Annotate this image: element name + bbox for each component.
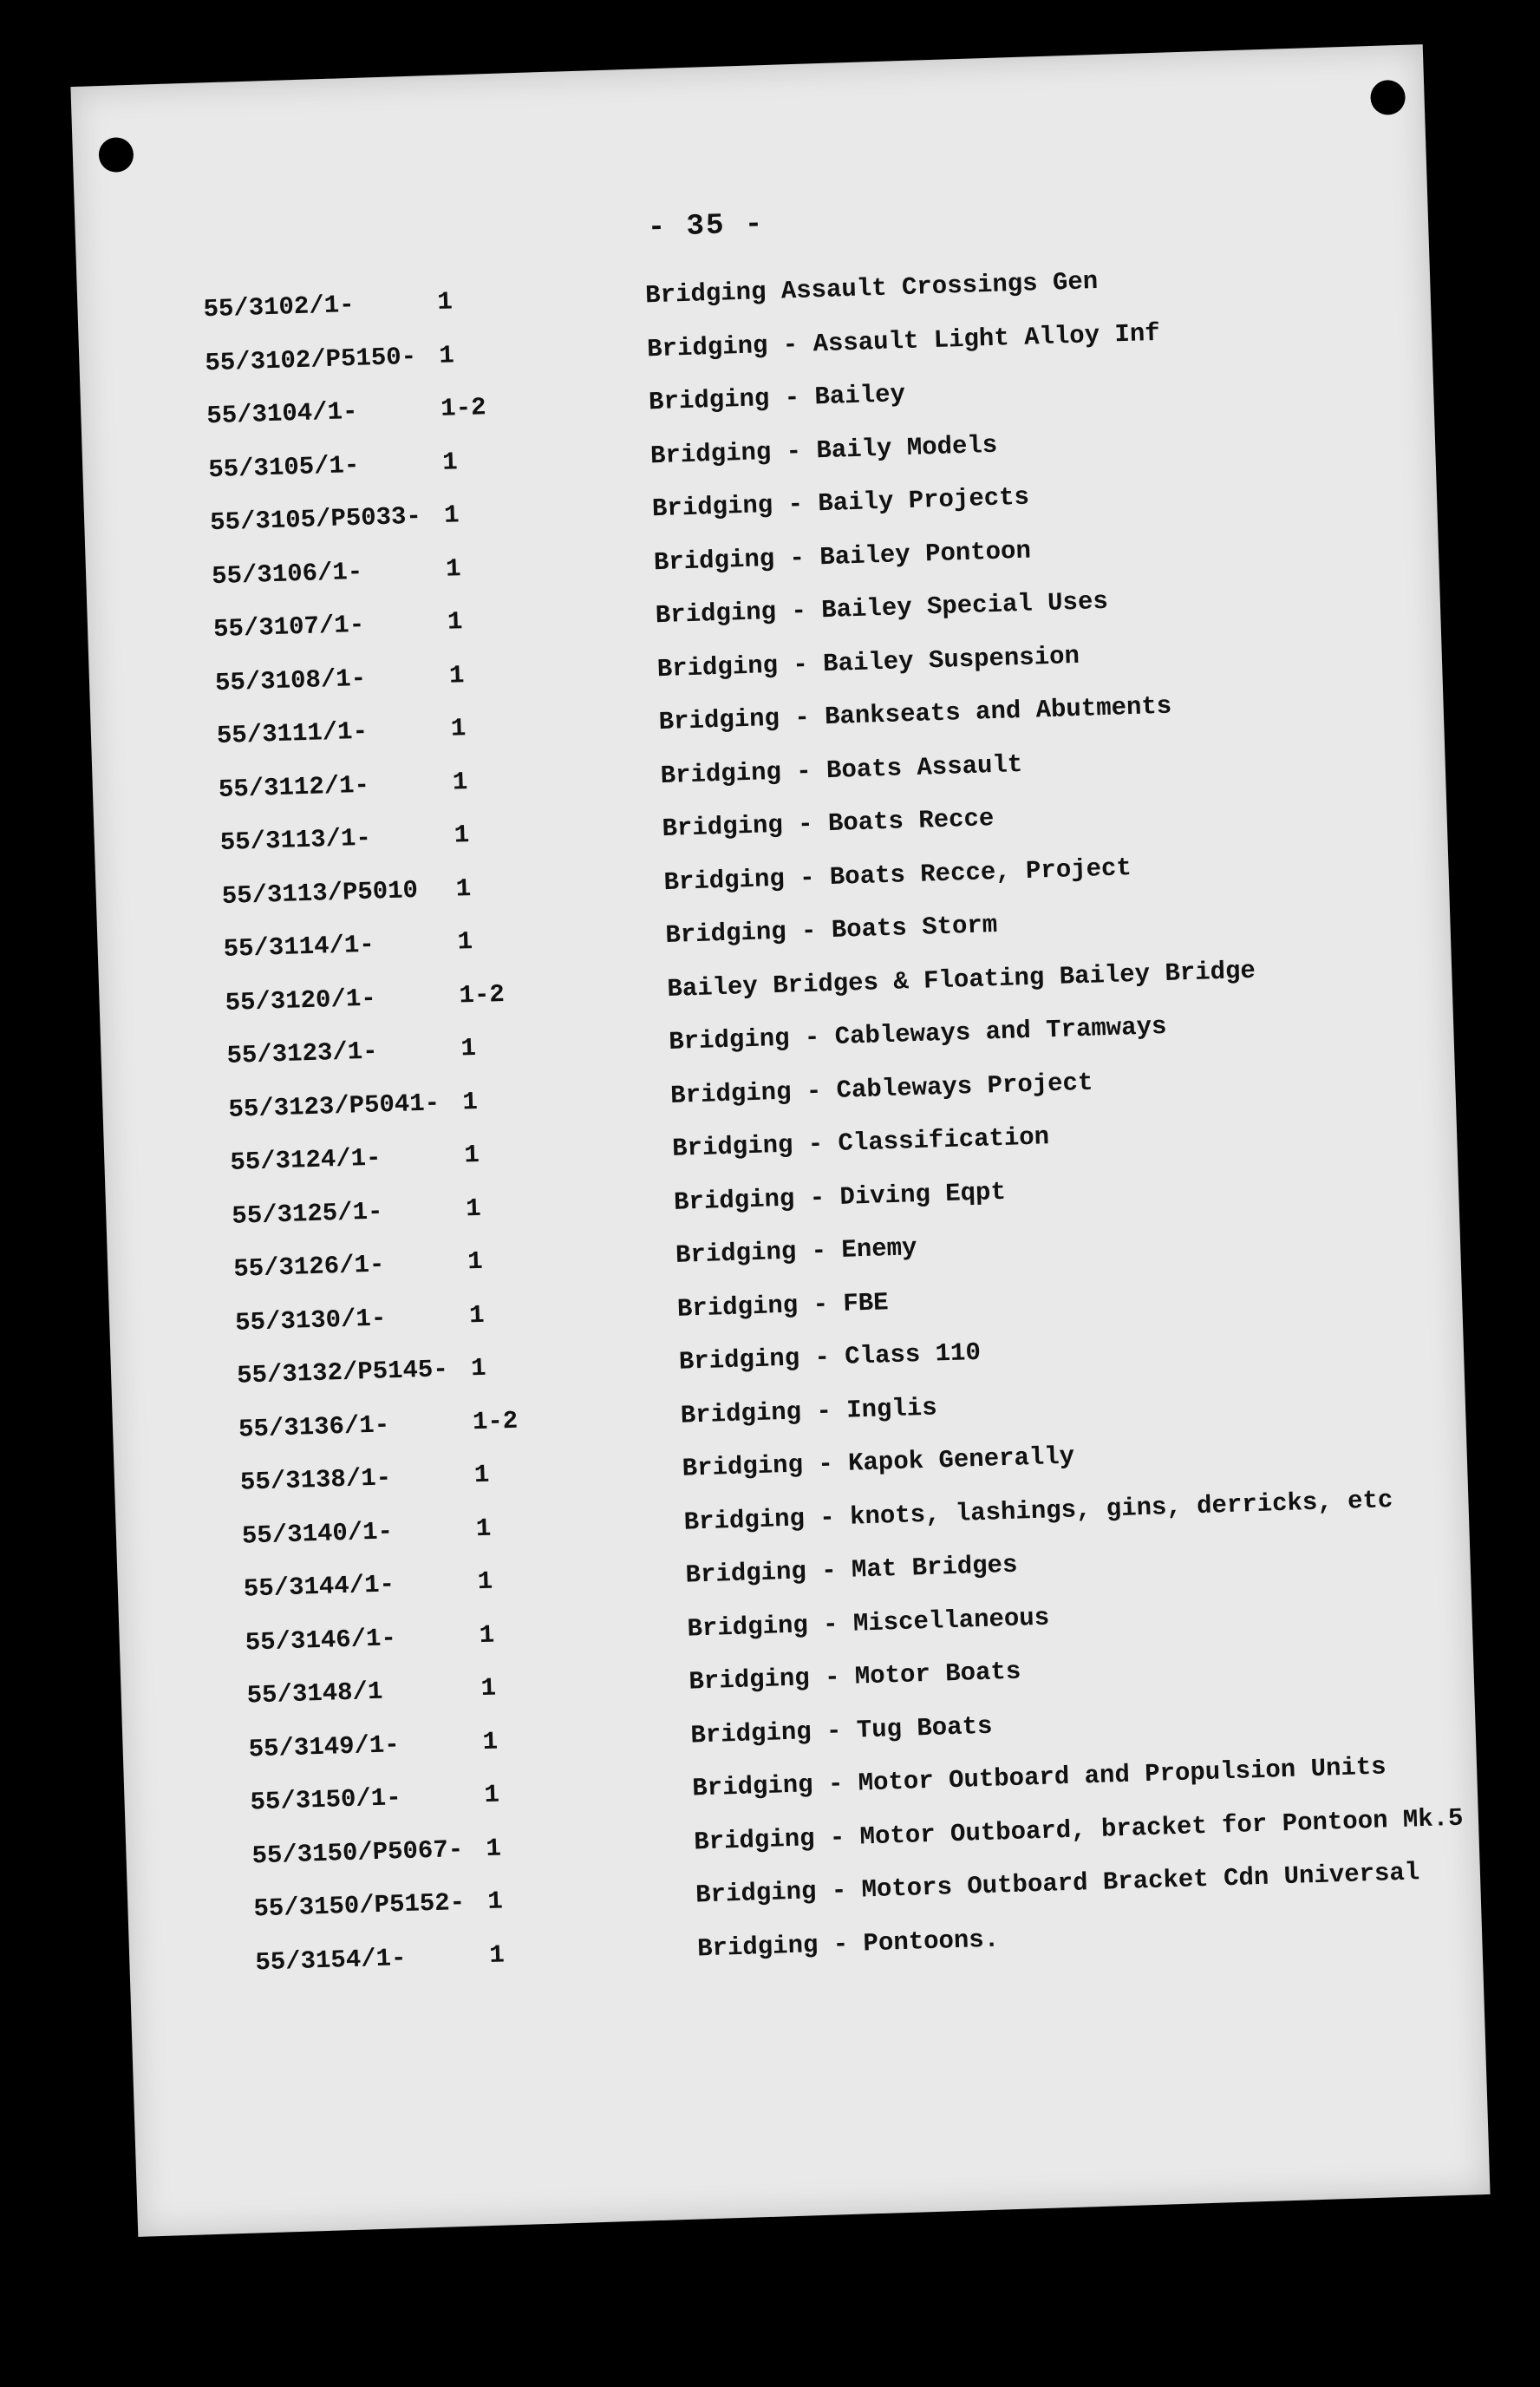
- page-number: - 35 -: [647, 208, 765, 245]
- file-title: Bridging - Classification: [671, 1122, 1050, 1163]
- quantity: 1: [448, 660, 465, 690]
- file-title: Bridging - Boats Storm: [664, 911, 998, 951]
- file-reference: 55/3112/1-: [218, 770, 370, 804]
- file-reference: 55/3154/1-: [254, 1943, 407, 1977]
- quantity: 1: [450, 714, 467, 743]
- file-title: Bridging - Bailey Pontoon: [653, 536, 1032, 577]
- file-reference: 55/3124/1-: [229, 1143, 382, 1177]
- file-title: Bridging - Boats Recce: [662, 804, 995, 844]
- file-reference: 55/3138/1-: [239, 1463, 392, 1497]
- file-reference: 55/3113/P5010: [221, 875, 419, 911]
- file-title: Bridging - Motor Outboard, bracket for Pontoon Mk.5: [693, 1803, 1464, 1857]
- file-title: Bridging - Baily Models: [649, 430, 998, 470]
- file-title: Bridging - Miscellaneous: [687, 1603, 1050, 1644]
- file-reference: 55/3150/P5152-: [253, 1887, 466, 1924]
- file-reference: 55/3126/1-: [232, 1250, 385, 1284]
- file-reference: 55/3136/1-: [238, 1409, 390, 1444]
- quantity: 1: [463, 1140, 480, 1170]
- file-title: Bridging - Cableways Project: [669, 1068, 1093, 1110]
- quantity: 1: [438, 340, 455, 370]
- quantity: 1: [454, 821, 470, 850]
- file-title: Bridging - Enemy: [675, 1233, 917, 1270]
- file-reference: 55/3150/P5067-: [251, 1834, 464, 1871]
- quantity: 1: [488, 1939, 506, 1970]
- quantity: 1: [445, 553, 462, 584]
- file-title: Bridging - Bailey Suspension: [656, 641, 1080, 683]
- file-title: Bridging - Motors Outboard Bracket Cdn Universal: [695, 1858, 1420, 1910]
- file-reference: 55/3144/1-: [243, 1570, 395, 1604]
- file-title: Bridging - FBE: [676, 1287, 890, 1324]
- file-title: Bridging - Baily Projects: [651, 482, 1030, 524]
- file-title: Bridging - Bailey Special Uses: [655, 586, 1109, 631]
- file-reference: 55/3102/1-: [203, 290, 356, 324]
- file-reference: 55/3149/1-: [248, 1730, 401, 1764]
- quantity: 1: [477, 1566, 493, 1597]
- file-reference: 55/3125/1-: [231, 1196, 383, 1231]
- quantity: 1: [485, 1834, 502, 1863]
- punch-hole-right: [1370, 80, 1406, 115]
- quantity: 1: [443, 500, 460, 530]
- file-title: Bridging - Bankseats and Abutments: [658, 691, 1172, 737]
- quantity: 1-2: [472, 1406, 519, 1436]
- file-reference: 55/3123/1-: [226, 1037, 379, 1070]
- quantity: 1: [480, 1673, 497, 1704]
- quantity: 1: [482, 1727, 499, 1756]
- quantity: 1-2: [459, 979, 506, 1010]
- file-reference: 55/3120/1-: [225, 984, 377, 1017]
- file-title: Bridging - Bailey: [648, 380, 906, 417]
- file-reference: 55/3123/P5041-: [228, 1088, 440, 1124]
- file-reference: 55/3106/1-: [211, 557, 363, 591]
- quantity: 1: [467, 1246, 484, 1277]
- file-reference: 55/3132/P5145-: [236, 1355, 449, 1390]
- file-reference: 55/3113/1-: [219, 823, 372, 858]
- file-title: Bridging - Inglis: [680, 1392, 938, 1430]
- file-title: Bridging Assault Crossings Gen: [644, 267, 1099, 311]
- file-reference: 55/3105/1-: [207, 450, 360, 484]
- file-title: Bridging - Motor Boats: [688, 1657, 1021, 1697]
- file-reference: 55/3130/1-: [234, 1303, 387, 1337]
- quantity: 1: [452, 767, 468, 797]
- quantity: 1: [475, 1514, 492, 1543]
- file-reference: 55/3104/1-: [206, 396, 358, 431]
- quantity: 1: [470, 1353, 486, 1383]
- file-title: Bridging - Diving Eqpt: [673, 1177, 1007, 1217]
- file-title: Bridging - Boats Recce, Project: [663, 853, 1132, 897]
- quantity: 1: [465, 1194, 482, 1223]
- quantity: 1: [486, 1887, 504, 1917]
- file-reference: 55/3140/1-: [241, 1516, 394, 1551]
- quantity: 1: [460, 1033, 477, 1063]
- file-reference: 55/3102/P5150-: [204, 342, 417, 377]
- quantity: 1: [461, 1087, 479, 1116]
- quantity: 1: [473, 1460, 490, 1490]
- file-title: Bridging - Pontoons.: [696, 1925, 1000, 1963]
- quantity: 1: [468, 1300, 486, 1330]
- quantity: 1: [441, 447, 459, 477]
- quantity: 1: [457, 927, 473, 957]
- file-reference: 55/3114/1-: [223, 930, 375, 965]
- file-title: Bridging - Assault Light Alloy Inf: [646, 318, 1161, 363]
- file-title: Bridging - Mat Bridges: [685, 1550, 1018, 1590]
- file-title: Bailey Bridges & Floating Bailey Bridge: [666, 956, 1256, 1004]
- file-title: Bridging - knots, lashings, gins, derricks, etc: [683, 1485, 1393, 1537]
- punch-hole-left: [98, 137, 134, 173]
- file-reference: 55/3150/1-: [250, 1783, 402, 1817]
- quantity: 1: [479, 1620, 495, 1650]
- file-reference: 55/3148/1: [246, 1677, 383, 1710]
- document-page: [70, 44, 1490, 2237]
- file-reference: 55/3111/1-: [216, 716, 369, 751]
- quantity: 1: [455, 873, 472, 904]
- file-title: Bridging - Kapok Generally: [682, 1442, 1075, 1483]
- file-title: Bridging - Tug Boats: [689, 1711, 993, 1750]
- file-reference: 55/3107/1-: [212, 610, 365, 644]
- quantity: 1-2: [440, 393, 487, 423]
- file-reference: 55/3108/1-: [214, 664, 367, 697]
- quantity: 1: [484, 1780, 500, 1810]
- quantity: 1: [447, 607, 463, 637]
- file-title: Bridging - Cableways and Tramways: [668, 1011, 1167, 1056]
- file-title: Bridging - Motor Outboard and Propulsion Units: [691, 1752, 1387, 1803]
- quantity: 1: [436, 287, 454, 317]
- file-title: Bridging - Class 110: [678, 1337, 982, 1377]
- file-reference: 55/3105/P5033-: [209, 501, 422, 538]
- file-reference: 55/3146/1-: [245, 1623, 397, 1658]
- file-title: Bridging - Boats Assault: [660, 749, 1023, 790]
